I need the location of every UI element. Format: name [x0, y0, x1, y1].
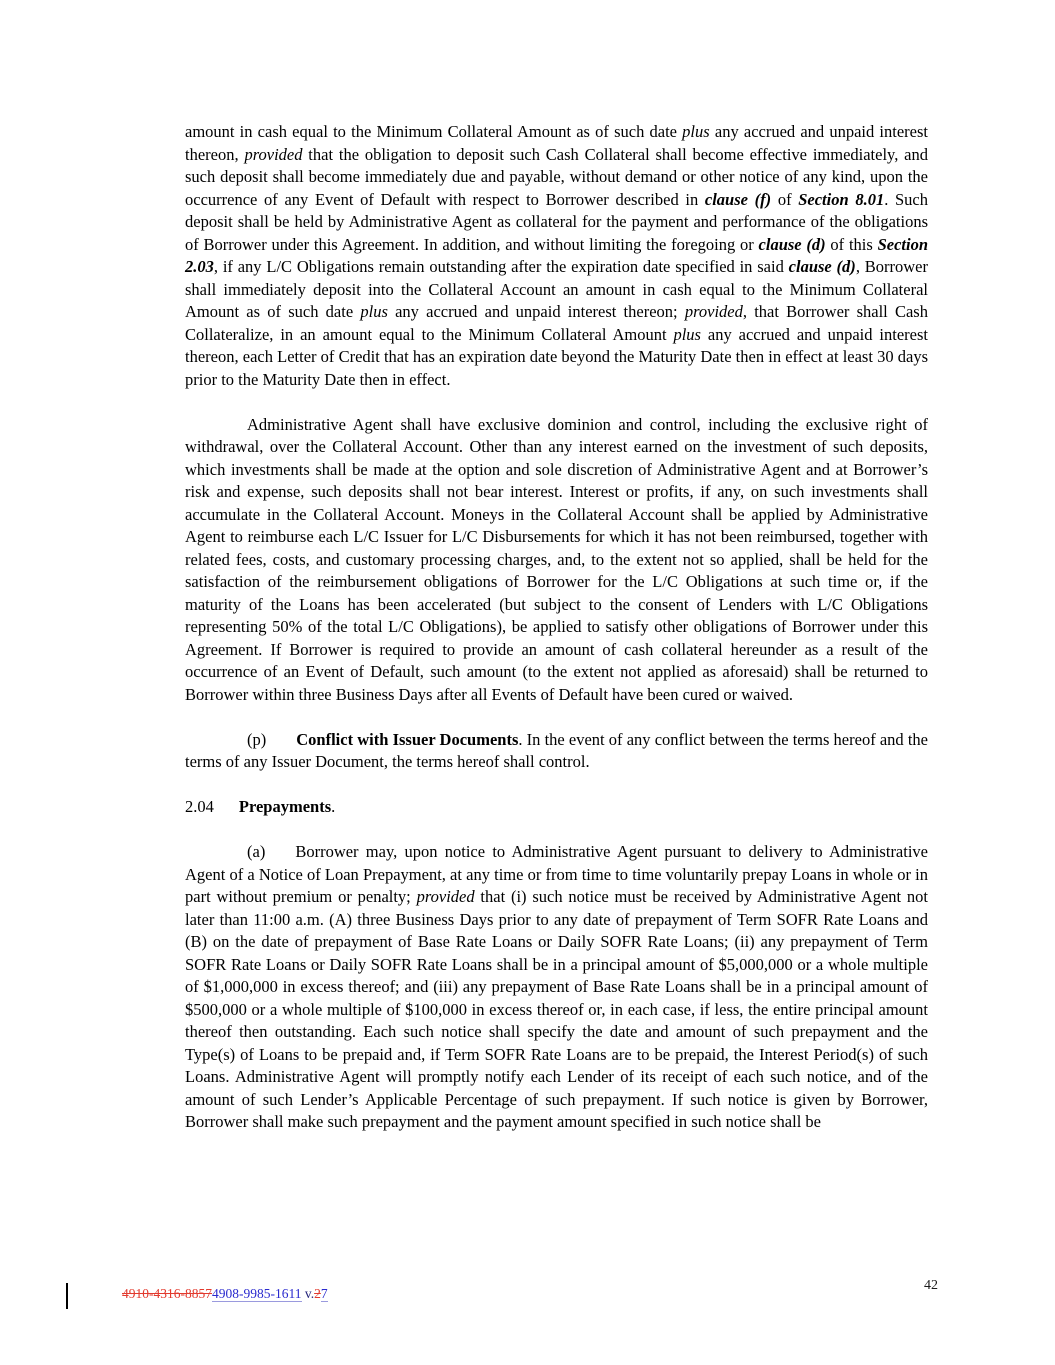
paragraph	[185, 841, 928, 1134]
text-run: provided	[244, 144, 303, 164]
text-run: of this	[825, 234, 878, 254]
text-run: provided	[416, 887, 475, 906]
text-run: plus	[360, 302, 388, 321]
text-run: any accrued and unpaid interest thereon;	[387, 302, 685, 321]
text-run: of	[771, 189, 799, 209]
version-new: 7	[320, 1286, 328, 1301]
text-run: 2.04	[185, 797, 214, 816]
text-run: any accrued and unpaid interest thereon,	[185, 122, 928, 164]
text-run: clause (d)	[758, 234, 826, 254]
text-run: clause (f)	[704, 189, 772, 209]
text-run: amount in cash equal to the Minimum Collateral Amount as of such date	[185, 122, 683, 141]
text-run: that the obligation to deposit such Cash Collateral shall become effective immediately, and such deposit shall become immediately due and payable, without demand or other notice of any kind, upon the occurrence of any Event of Default with respect to Borrower described in	[185, 144, 928, 209]
document-id-stamp	[122, 1286, 328, 1302]
paragraph	[185, 414, 928, 707]
doc-id-new: 4908-9985-1611	[212, 1286, 302, 1301]
text-run: Section 8.01	[798, 189, 885, 209]
change-bar	[66, 1283, 68, 1309]
text-run: (p)	[247, 729, 267, 749]
document-paragraphs	[185, 121, 928, 1156]
doc-id-old: 4910-4316-8857	[122, 1286, 212, 1301]
page-number: 42	[924, 1278, 938, 1293]
text-run: that (i) such notice must be received by Administrative Agent not later than 11:00 a.m. (A) three Business Days prior to any date of prepayment of Term SOFR Rate Loans and (B) on the date of prepayment of Base Rate Loans or Daily SOFR Rate Loans; (ii) any prepayment of Term SOFR Rate Loans or Daily SOFR Rate Loans shall be in a principal amount of $5,000,000 or a whole multiple of $1,000,000 in excess thereof; and (iii) any prepayment of Base Rate Loans shall be in a principal amount of $500,000 or a whole multiple of $100,000 in excess thereof or, in each case, if less, the entire principal amount thereof then outstanding. Each such notice shall specify the date and amount of such prepayment and the Type(s) of Loans to be prepaid and, if Term SOFR Rate Loans are to be prepaid, the Interest Period(s) of such Loans. Administrative Agent will promptly notify each Lender of its receipt of each such notice, and of the amount of such Lender’s Applicable Percentage of such prepayment. If such notice is given by Borrower, Borrower shall make such prepayment and the payment amount specified in such notice shall be	[185, 887, 928, 1131]
text-run: clause (d)	[788, 257, 856, 276]
text-run: Borrower may, upon notice to Administrative Agent pursuant to delivery to Administrative Agent of a Notice of Loan Prepayment, at any time or from time to time voluntarily prepay Loans in whole or in part without premium or penalty;	[185, 842, 928, 906]
text-run: Prepayments	[238, 797, 332, 816]
text-run: Conflict with Issuer Documents	[296, 729, 519, 749]
text-run: plus	[682, 122, 710, 141]
paragraph	[185, 729, 928, 774]
version-prefix: v.	[301, 1286, 315, 1301]
text-run: , that Borrower shall Cash Collateralize, in an amount equal to the Minimum Collateral Amount	[185, 302, 928, 344]
version-old: 2	[314, 1286, 321, 1301]
text-run: any accrued and unpaid interest thereon, each Letter of Credit that has an expiration date beyond the Maturity Date then in effect at least 30 days prior to the Maturity Date then in effect.	[185, 324, 928, 389]
text-run: , Borrower shall immediately deposit into the Collateral Account an amount in cash equal to the Minimum Collateral Amount as of such date	[185, 257, 928, 321]
text-run: (a)	[247, 842, 266, 861]
text-run: , if any L/C Obligations remain outstanding after the expiration date specified in said	[213, 257, 789, 276]
text-run: Section 2.03	[185, 234, 929, 276]
text-run: plus	[673, 324, 701, 344]
text-run: Administrative Agent shall have exclusive dominion and control, including the exclusive right of withdrawal, over the Collateral Account. Other than any interest earned on the investment of such deposits, which investments shall be made at the option and sole discretion of Administrative Agent and at Borrower’s risk and expense, such deposits shall not bear interest. Interest or profits, if any, on such investments shall accumulate in the Collateral Account. Moneys in the Collateral Account shall be applied by Administrative Agent to reimburse each L/C Issuer for L/C Disbursements for which it has not been reimbursed, together with related fees, costs, and customary processing charges, and, to the extent not so applied, shall be held for the satisfaction of the reimbursement obligations of Borrower for the L/C Obligations at such time or, if the maturity of the Loans has been accelerated (but subject to the consent of Lenders with L/C Obligations representing 50% of the total L/C Obligations), be applied to satisfy other obligations of Borrower under this Agreement. If Borrower is required to provide an amount of cash collateral hereunder as a result of the occurrence of an Event of Default, such amount (to the extent not applied as aforesaid) shall be returned to Borrower within three Business Days after all Events of Default have been cured or waived.	[185, 414, 928, 704]
text-run: .	[331, 797, 336, 816]
text-run: . Such deposit shall be held by Administrative Agent as collateral for the payment and performance of the obligations of Borrower under this Agreement. In addition, and without limiting the foregoing or	[185, 189, 929, 254]
section-heading	[185, 796, 928, 819]
text-run: provided	[684, 302, 743, 321]
paragraph	[185, 121, 928, 391]
text-run: . In the event of any conflict between the terms hereof and the terms of any Issuer Document, the terms hereof shall control.	[185, 729, 928, 771]
